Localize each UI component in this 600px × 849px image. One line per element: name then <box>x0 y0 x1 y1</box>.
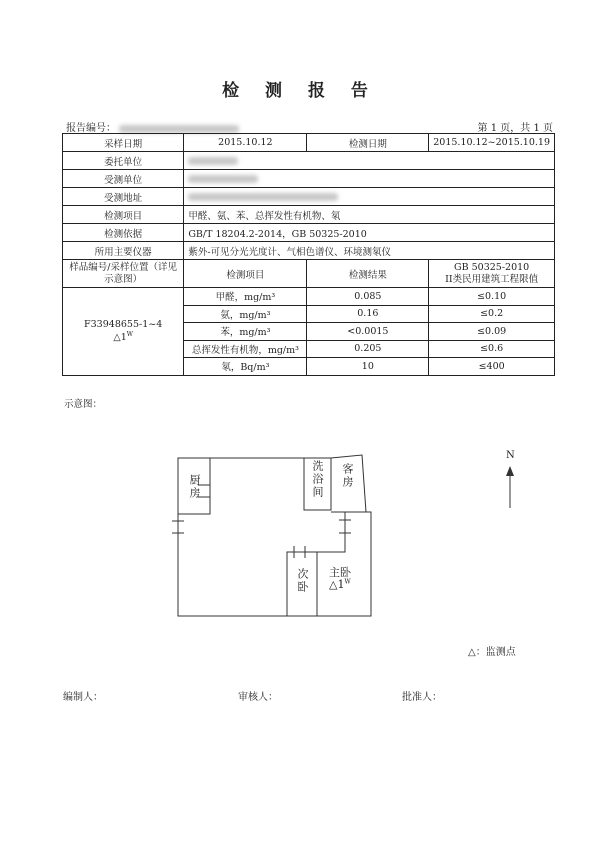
result-item: 苯，mg/m³ <box>184 323 307 341</box>
second-bedroom-label: 次卧 <box>296 568 309 594</box>
kitchen-label: 厨房 <box>188 474 201 500</box>
limit-header-line2: II类民用建筑工程限值 <box>445 273 539 285</box>
result-limit: ≤0.2 <box>429 305 555 323</box>
result-item: 氡，Bq/m³ <box>184 358 307 376</box>
sampling-date-label: 采样日期 <box>63 134 184 152</box>
report-number-label: 报告编号： <box>66 123 116 134</box>
items-value: 甲醛、氨、苯、总挥发性有机物、氡 <box>184 206 555 224</box>
result-item: 甲醛，mg/m³ <box>184 288 307 306</box>
master-bedroom-label: 主卧 <box>329 566 351 579</box>
result-item: 氨，mg/m³ <box>184 305 307 323</box>
sketch-label: 示意图： <box>64 399 103 410</box>
tested-unit-label: 受测单位 <box>63 170 184 188</box>
result-limit: ≤0.10 <box>429 288 555 306</box>
report-title: 检 测 报 告 <box>222 81 378 101</box>
sample-number: F33948655-1~4 <box>84 318 163 330</box>
monitoring-point-marker: $\triangle 1^W$ <box>329 578 351 591</box>
result-value: 0.205 <box>307 340 429 358</box>
basis-label: 检测依据 <box>63 224 184 242</box>
page-info: 第 1 页，共 1 页 <box>477 123 553 134</box>
client-label: 委托单位 <box>63 152 184 170</box>
basis-value: GB/T 18204.2-2014，GB 50325-2010 <box>184 224 555 242</box>
result-value: 0.085 <box>307 288 429 306</box>
instruments-value: 紫外-可见分光光度计、气相色谱仪、环境测氡仪 <box>184 242 555 260</box>
living-room-label: 客房 <box>341 463 354 489</box>
reviewed-by-label: 审核人： <box>238 692 278 703</box>
legend-monitoring-point: △：监测点 <box>468 647 516 658</box>
result-value: <0.0015 <box>307 323 429 341</box>
test-date-value: 2015.10.12~2015.10.19 <box>429 134 555 152</box>
tested-address-label: 受测地址 <box>63 188 184 206</box>
sample-header: 样品编号/采样位置（详见示意图） <box>63 260 184 288</box>
prepared-by-label: 编制人： <box>63 692 103 703</box>
north-arrow-head <box>506 466 514 476</box>
sample-position: $\triangle 1^W$ <box>113 331 133 344</box>
test-date-label: 检测日期 <box>307 134 429 152</box>
limit-header-line1: GB 50325-2010 <box>454 261 530 273</box>
approved-by-label: 批准人： <box>402 692 442 703</box>
master-bedroom-wall <box>317 512 345 552</box>
instruments-label: 所用主要仪器 <box>63 242 184 260</box>
item-header: 检测项目 <box>184 260 307 288</box>
result-limit: ≤400 <box>429 358 555 376</box>
north-label: N <box>506 450 515 461</box>
result-item: 总挥发性有机物，mg/m³ <box>184 340 307 358</box>
sampling-date-value: 2015.10.12 <box>184 134 307 152</box>
result-value: 10 <box>307 358 429 376</box>
result-header: 检测结果 <box>307 260 429 288</box>
items-label: 检测项目 <box>63 206 184 224</box>
result-limit: ≤0.6 <box>429 340 555 358</box>
result-limit: ≤0.09 <box>429 323 555 341</box>
result-value: 0.16 <box>307 305 429 323</box>
bathroom-label: 洗浴间 <box>311 460 324 499</box>
